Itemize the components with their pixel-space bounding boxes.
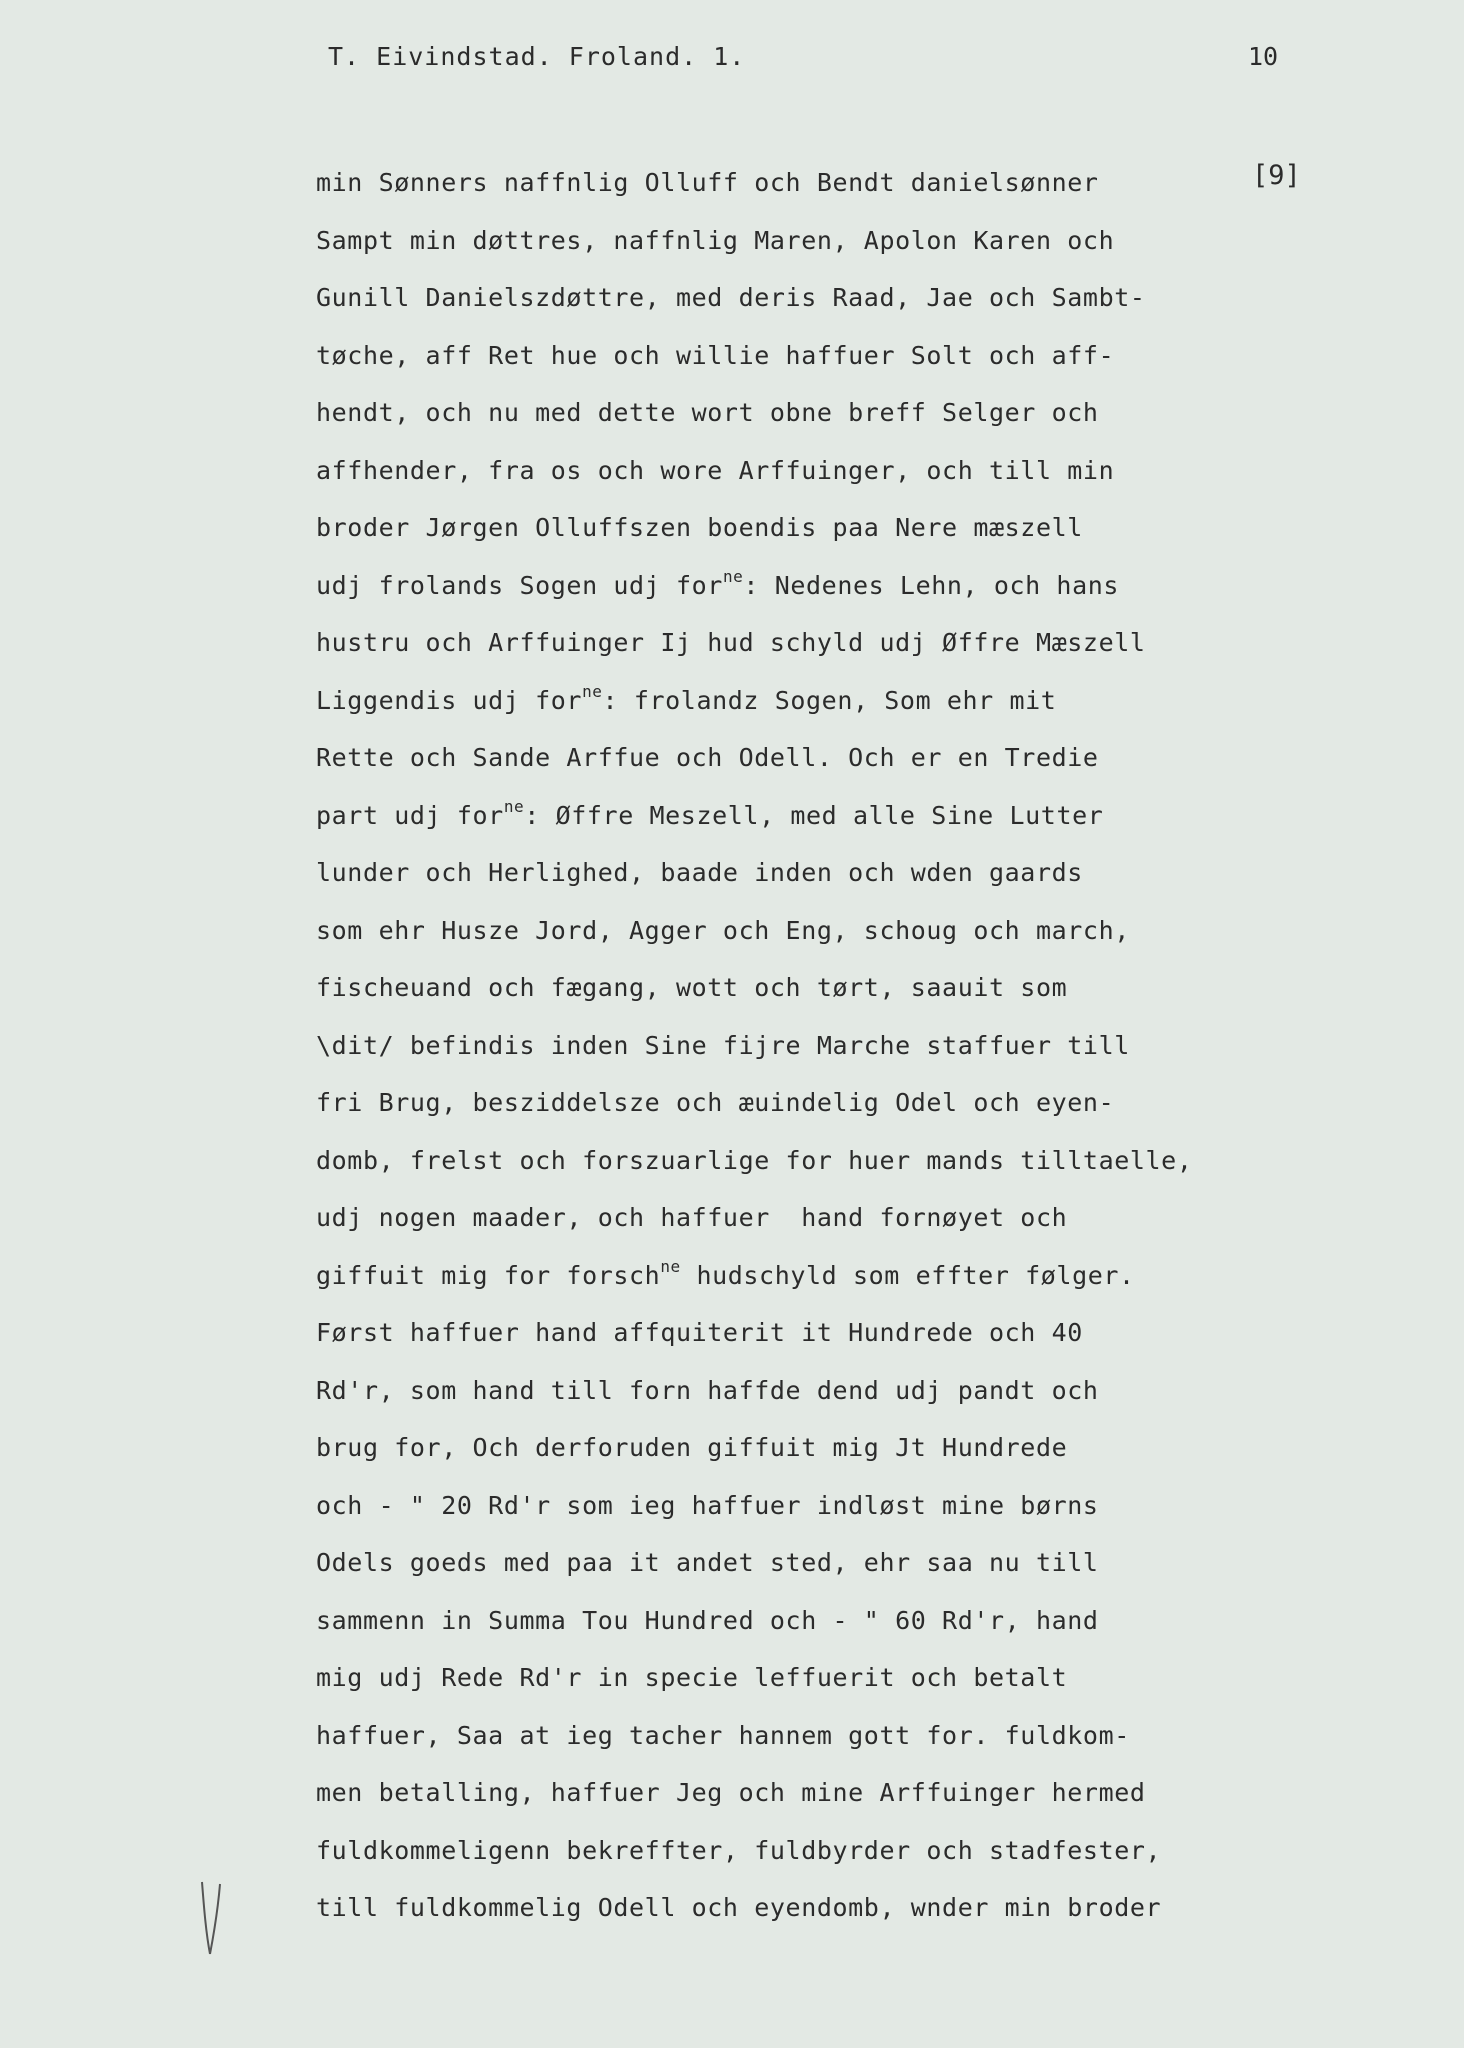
- line-text: affhender, fra os och wore Arffuinger, och till min: [316, 455, 1115, 485]
- line-text: lunder och Herlighed, baade inden och wden gaards: [316, 858, 1083, 887]
- line-text: som ehr Husze Jord, Agger och Eng, schoug och march,: [316, 915, 1130, 945]
- superscript-abbreviation: ne: [582, 681, 603, 701]
- line-text: sammenn in Summa Tou Hundred och - " 60 Rd'r, hand: [316, 1605, 1099, 1635]
- text-line: [316, 902, 1316, 960]
- text-line: [316, 1189, 1316, 1247]
- line-text: broder Jørgen Olluffszen boendis paa Nere mæszell: [316, 513, 1083, 542]
- line-text: fri Brug, besziddelsze och æuindelig Odel och eyen-: [316, 1088, 1115, 1117]
- line-text: och - " 20 Rd'r som ieg haffuer indløst mine børns: [316, 1490, 1099, 1520]
- text-line: [316, 1707, 1316, 1765]
- line-text-continued: : Nedenes Lehn, och hans: [743, 570, 1120, 600]
- text-line: [316, 212, 1316, 270]
- line-text: fuldkommeligenn bekreffter, fuldbyrder och stadfester,: [316, 1835, 1162, 1865]
- text-line: [316, 1362, 1316, 1420]
- text-line: [316, 384, 1316, 442]
- text-line: [316, 729, 1316, 787]
- line-text: mig udj Rede Rd'r in specie leffuerit och betalt: [316, 1663, 1068, 1692]
- text-line: [316, 1879, 1316, 1937]
- line-text: Odels goeds med paa it andet sted, ehr saa nu till: [316, 1548, 1099, 1577]
- text-line: [316, 672, 1316, 730]
- line-text-continued: : frolandz Sogen, Som ehr mit: [602, 685, 1057, 715]
- text-line: [316, 844, 1316, 902]
- page-header: T. Eivindstad. Froland. 1.: [328, 42, 746, 71]
- page-number: 10: [1248, 42, 1279, 71]
- text-line: [316, 1477, 1316, 1535]
- line-text: haffuer, Saa at ieg tacher hannem gott for. fuldkom-: [316, 1720, 1130, 1750]
- text-line: [316, 557, 1316, 615]
- line-text: Først haffuer hand affquiterit it Hundrede och 40: [316, 1318, 1083, 1347]
- line-text: min Sønners naffnlig Olluff och Bendt danielsønner: [316, 168, 1099, 197]
- line-text: part udj for: [316, 800, 504, 830]
- text-line: [316, 787, 1316, 845]
- text-line: [316, 499, 1316, 557]
- text-line: [316, 1649, 1316, 1707]
- text-line: [316, 1132, 1316, 1190]
- line-text: udj frolands Sogen udj for: [316, 570, 723, 600]
- text-line: [316, 1534, 1316, 1592]
- text-line: [316, 959, 1316, 1017]
- text-line: [316, 1764, 1316, 1822]
- text-line: [316, 327, 1316, 385]
- line-text: tøche, aff Ret hue och willie haffuer Solt och aff-: [316, 340, 1115, 370]
- text-line: [316, 154, 1316, 212]
- line-text: udj nogen maader, och haffuer hand fornøyet och: [316, 1203, 1068, 1232]
- line-text: fischeuand och fægang, wott och tørt, saauit som: [316, 973, 1068, 1002]
- line-text: giffuit mig for forsch: [316, 1260, 661, 1290]
- line-text: Sampt min døttres, naffnlig Maren, Apolon Karen och: [316, 225, 1115, 255]
- text-line: [316, 269, 1316, 327]
- line-text: Liggendis udj for: [316, 685, 583, 715]
- text-line: [316, 1304, 1316, 1362]
- text-line: [316, 1419, 1316, 1477]
- line-text: till fuldkommelig Odell och eyendomb, wnder min broder: [316, 1893, 1162, 1922]
- line-text: hendt, och nu med dette wort obne breff Selger och: [316, 398, 1099, 427]
- line-text: Gunill Danielszdøttre, med deris Raad, Jae och Sambt-: [316, 283, 1146, 312]
- margin-mark-icon: [196, 1878, 226, 1958]
- text-line: [316, 1074, 1316, 1132]
- line-text: brug for, Och derforuden giffuit mig Jt Hundrede: [316, 1433, 1068, 1462]
- folio-reference: [9]: [1252, 160, 1301, 191]
- line-text: domb, frelst och forszuarlige for huer mands tilltaelle,: [316, 1145, 1193, 1175]
- text-line: [316, 442, 1316, 500]
- transcription-body: [316, 154, 1316, 1937]
- line-text: Rd'r, som hand till forn haffde dend udj pandt och: [316, 1375, 1099, 1405]
- line-text: men betalling, haffuer Jeg och mine Arffuinger hermed: [316, 1778, 1146, 1807]
- superscript-abbreviation: ne: [660, 1256, 681, 1276]
- text-line: [316, 1017, 1316, 1075]
- text-line: [316, 1592, 1316, 1650]
- text-line: [316, 1822, 1316, 1880]
- superscript-abbreviation: ne: [722, 566, 744, 586]
- text-line: [316, 614, 1316, 672]
- line-text: hustru och Arffuinger Ij hud schyld udj Øffre Mæszell: [316, 628, 1146, 657]
- text-line: [316, 1247, 1316, 1305]
- line-text: Rette och Sande Arffue och Odell. Och er en Tredie: [316, 743, 1099, 772]
- line-text-continued: hudschyld som effter følger.: [680, 1260, 1135, 1290]
- line-text: \dit/ befindis inden Sine fijre Marche staffuer till: [316, 1030, 1130, 1060]
- superscript-abbreviation: ne: [503, 796, 525, 816]
- line-text-continued: : Øffre Meszell, med alle Sine Lutter: [524, 800, 1104, 830]
